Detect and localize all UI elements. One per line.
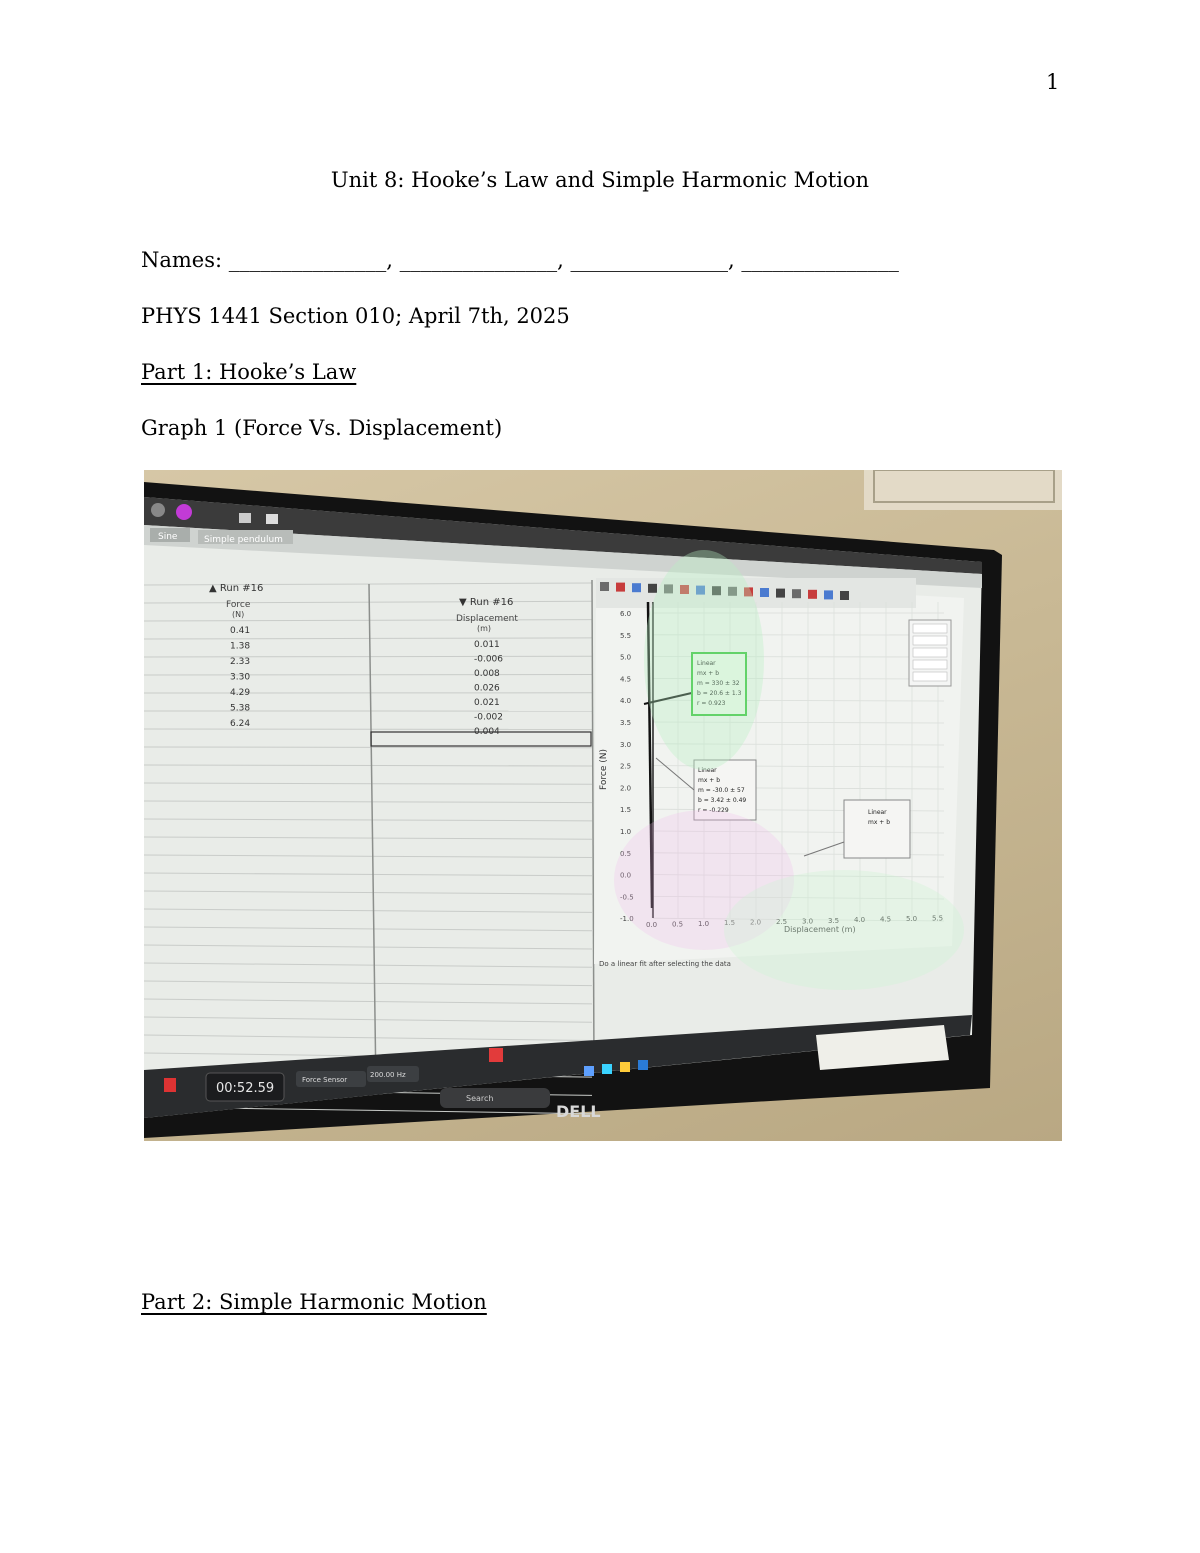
displacement-value: 0.011	[474, 640, 500, 650]
force-value: 2.33	[230, 657, 251, 667]
y-tick-label: -1.0	[620, 915, 634, 924]
fit-box-line: m = -30.0 ± 57	[698, 787, 745, 794]
y-tick-label: 5.0	[620, 653, 632, 662]
search-bar[interactable]	[440, 1088, 550, 1108]
fit-hint: Do a linear fit after selecting the data	[599, 960, 731, 968]
x-tick-label: 0.5	[672, 920, 684, 929]
toolbar-icon[interactable]	[792, 589, 801, 598]
tab-sine-label: Sine	[158, 532, 178, 542]
record-icon	[164, 1078, 176, 1092]
force-value: 5.38	[230, 703, 251, 714]
fit-box-line: r = -0.229	[698, 807, 729, 814]
y-tick-label: 3.5	[620, 719, 632, 727]
force-unit: (N)	[232, 610, 245, 619]
toolbar-icon[interactable]	[616, 583, 625, 592]
x-axis-label: Displacement (m)	[784, 925, 856, 934]
search-label: Search	[466, 1094, 494, 1103]
y-tick-label: 4.5	[620, 675, 632, 684]
x-tick-label: 4.5	[880, 915, 892, 924]
disp-header: Displacement	[456, 614, 518, 624]
displacement-value: 0.004	[474, 727, 500, 737]
graph-photo	[144, 470, 1062, 1141]
y-tick-label: 4.0	[620, 697, 632, 706]
y-tick-label: 2.0	[620, 784, 632, 793]
y-axis-label: Force (N)	[599, 749, 609, 790]
camera-icon	[239, 513, 251, 523]
x-tick-label: 5.5	[932, 914, 944, 923]
y-tick-label: 0.0	[620, 871, 632, 880]
page-number: 1	[1046, 70, 1060, 94]
x-tick-label: 3.0	[802, 917, 814, 926]
force-value: 3.30	[230, 672, 251, 683]
taskbar-icon	[620, 1062, 630, 1072]
displacement-value: -0.006	[474, 654, 504, 665]
toolbar-icon[interactable]	[632, 583, 641, 592]
fit-box-line: b = 20.6 ± 1.3	[697, 690, 742, 697]
y-tick-label: 3.0	[620, 740, 632, 749]
fit-box-line: r = 0.923	[697, 700, 726, 707]
x-tick-label: 5.0	[906, 915, 918, 923]
fit-box-line: mx + b	[868, 819, 891, 826]
rate-label: 200.00 Hz	[370, 1071, 406, 1079]
fit-box-line: mx + b	[698, 777, 721, 784]
timer-value: 00:52.59	[216, 1081, 275, 1096]
x-tick-label: 1.0	[698, 919, 710, 928]
fit-box-line: mx + b	[697, 670, 720, 677]
x-tick-label: 3.5	[828, 916, 840, 925]
course-line: PHYS 1441 Section 010; April 7th, 2025	[141, 304, 570, 328]
force-header: Force	[226, 600, 251, 610]
part2-heading: Part 2: Simple Harmonic Motion	[141, 1290, 487, 1314]
fit-box-line: Linear	[697, 660, 716, 667]
fit-box-line: b = 3.42 ± 0.49	[698, 797, 747, 804]
toolbar-icon[interactable]	[760, 588, 769, 597]
displacement-value: 0.021	[474, 698, 500, 708]
graph1-caption: Graph 1 (Force Vs. Displacement)	[141, 416, 503, 440]
y-tick-label: 1.5	[620, 806, 632, 815]
x-tick-label: 0.0	[646, 921, 658, 929]
part1-heading: Part 1: Hooke’s Law	[141, 360, 357, 384]
toolbar-icon[interactable]	[648, 584, 657, 593]
fit-box-line: Linear	[698, 767, 717, 774]
disp-unit: (m)	[477, 624, 492, 633]
x-tick-label: 1.5	[724, 919, 736, 928]
toolbar-icon[interactable]	[824, 590, 833, 599]
tab-simple-pendulum-label: Simple pendulum	[204, 535, 283, 545]
taskbar-icon	[584, 1066, 594, 1076]
y-tick-label: -0.5	[620, 893, 634, 902]
app-icon	[151, 503, 165, 517]
grid-icon	[266, 514, 278, 524]
taskbar-icon	[602, 1064, 612, 1074]
run-disp-header: ▼ Run #16	[459, 597, 514, 608]
sensor-label: Force Sensor	[302, 1076, 348, 1084]
force-value: 1.38	[230, 641, 251, 652]
app-logo-icon	[176, 504, 192, 520]
y-tick-label: 6.0	[620, 610, 632, 618]
run-force-header: ▲ Run #16	[209, 583, 264, 594]
fit-box-line: m = 330 ± 32	[697, 680, 740, 687]
stop-icon	[489, 1048, 503, 1062]
monitor-logo: DELL	[556, 1102, 601, 1121]
displacement-value: 0.008	[474, 669, 500, 679]
x-tick-label: 2.5	[776, 918, 788, 926]
names-line: Names: _______________, _______________, _______________, _______________	[141, 248, 899, 272]
toolbar-icon[interactable]	[840, 591, 849, 600]
toolbar-icon[interactable]	[600, 582, 609, 591]
force-value: 6.24	[230, 719, 251, 729]
y-tick-label: 2.5	[620, 762, 632, 771]
document-title: Unit 8: Hooke’s Law and Simple Harmonic Motion	[330, 168, 870, 192]
force-value: 4.29	[230, 688, 251, 698]
force-value: 0.41	[230, 626, 251, 636]
fit-box-line: Linear	[868, 809, 887, 816]
taskbar-icon	[638, 1060, 648, 1070]
y-tick-label: 1.0	[620, 828, 632, 836]
x-tick-label: 4.0	[854, 916, 866, 925]
y-tick-label: 0.5	[620, 849, 632, 858]
x-tick-label: 2.0	[750, 918, 762, 927]
displacement-value: -0.002	[474, 712, 504, 723]
toolbar-icon[interactable]	[776, 589, 785, 598]
y-tick-label: 5.5	[620, 631, 632, 640]
displacement-value: 0.026	[474, 683, 500, 694]
toolbar-icon[interactable]	[808, 590, 817, 599]
